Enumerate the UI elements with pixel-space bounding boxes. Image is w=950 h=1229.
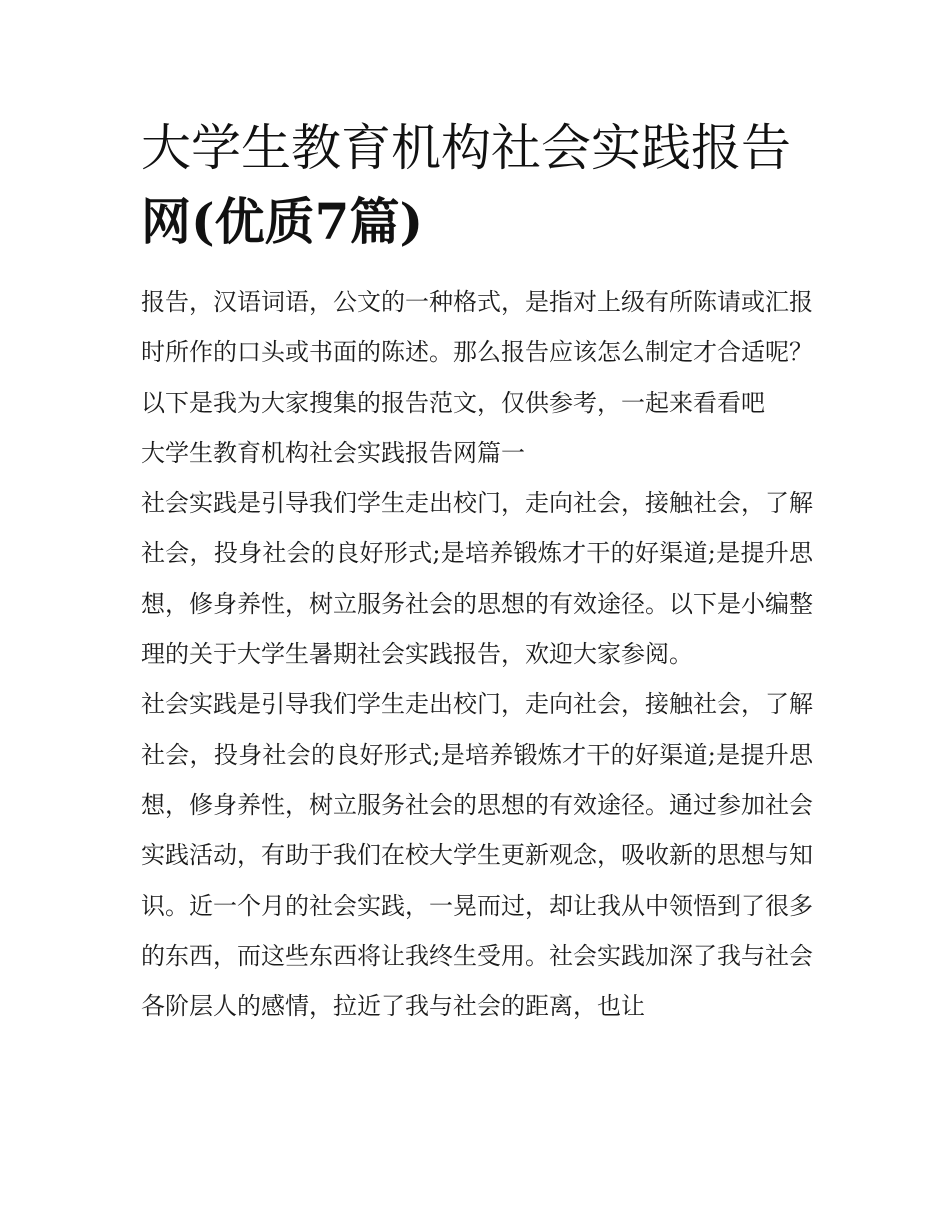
title-line-2-number: 7	[314, 192, 350, 251]
intro-paragraph: 报告，汉语词语，公文的一种格式，是指对上级有所陈请或汇报时所作的口头或书面的陈述。那么报告应该怎么制定才合适呢？以下是我为大家搜集的报告范文，仅供参考，一起来看看吧	[141, 288, 813, 417]
title-line-2-suffix: 篇)	[349, 192, 424, 251]
title-line-1: 大学生教育机构社会实践报告	[141, 119, 791, 177]
document-content	[141, 112, 813, 1031]
section-heading: 大学生教育机构社会实践报告网篇一	[141, 438, 525, 467]
document-body	[141, 277, 813, 1031]
title-line-2-prefix: 网(优质	[141, 192, 315, 251]
body-paragraph: 社会实践是引导我们学生走出校门，走向社会，接触社会，了解社会，投身社会的良好形式;是培养锻炼才干的好渠道;是提升思想，修身养性，树立服务社会的思想的有效途径。通过参加社会实践活动，有助于我们在校大学生更新观念，吸收新的思想与知识。近一个月的社会实践，一晃而过，却让我从中领悟到了很多的东西，而这些东西将让我终生受用。社会实践加深了我与社会各阶层人的感情，拉近了我与社会的距离，也让	[141, 690, 813, 1021]
body-paragraph: 社会实践是引导我们学生走出校门，走向社会，接触社会，了解社会，投身社会的良好形式;是培养锻炼才干的好渠道;是提升思想，修身养性，树立服务社会的思想的有效途径。以下是小编整理的关于大学生暑期社会实践报告，欢迎大家参阅。	[141, 489, 813, 669]
document-title	[141, 112, 813, 259]
